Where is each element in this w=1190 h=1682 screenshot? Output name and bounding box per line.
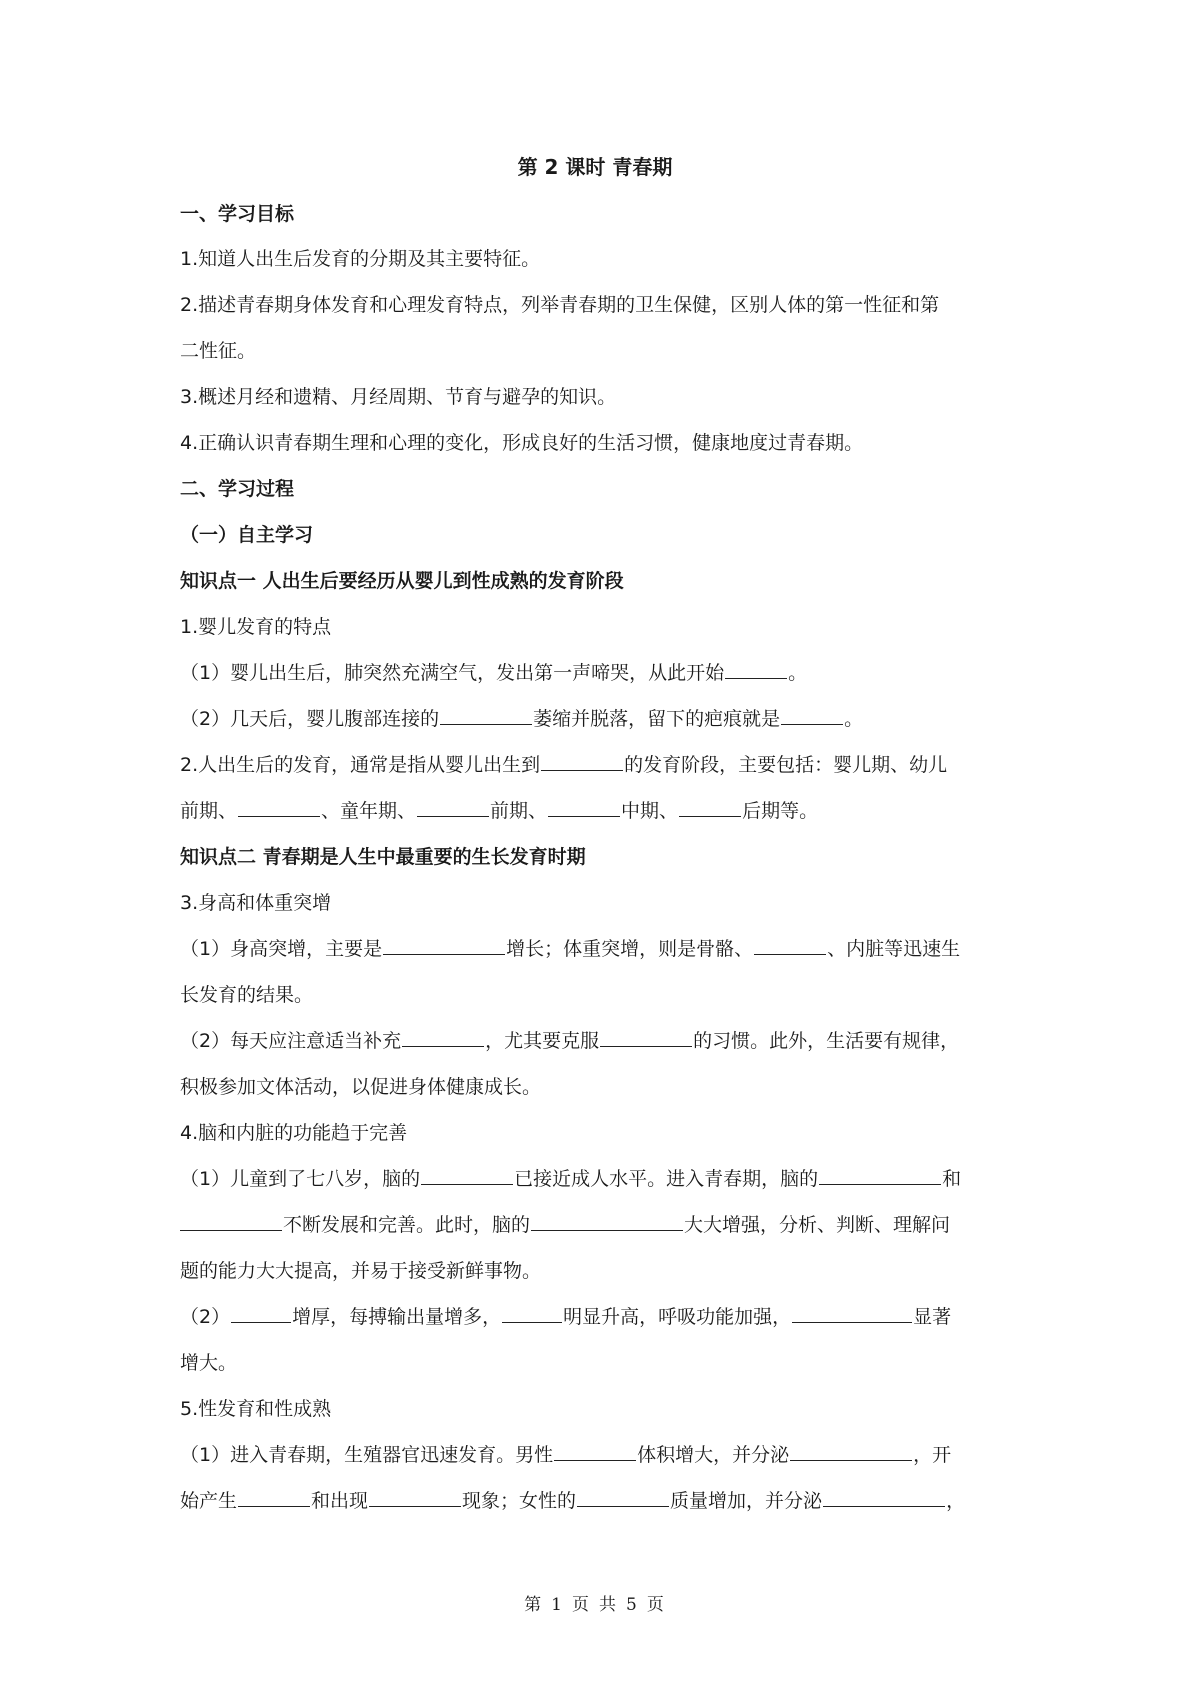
- answer-blank[interactable]: [754, 936, 826, 955]
- text: 2.人出生后的发育，通常是指从婴儿出生到: [180, 754, 541, 776]
- answer-blank[interactable]: [383, 936, 505, 955]
- answer-blank[interactable]: [421, 1166, 513, 1185]
- answer-blank[interactable]: [238, 798, 320, 817]
- answer-blank[interactable]: [502, 1304, 562, 1323]
- text: 增厚，每搏输出量增多，: [292, 1306, 502, 1328]
- answer-blank[interactable]: [600, 1028, 692, 1047]
- text: （1）进入青春期，生殖器官迅速发育。男性: [180, 1444, 554, 1466]
- text: 不断发展和完善。此时，脑的: [283, 1214, 531, 1236]
- answer-blank[interactable]: [577, 1488, 669, 1507]
- answer-blank[interactable]: [679, 798, 741, 817]
- goal-1: 1.知道人出生后发育的分期及其主要特征。: [180, 248, 541, 270]
- subsection-heading-self-study: （一）自主学习: [180, 524, 314, 546]
- page-footer: [0, 1590, 1190, 1615]
- text: 和: [942, 1168, 962, 1190]
- text: 质量增加，并分泌: [670, 1490, 823, 1512]
- text: 、内脏等迅速生: [827, 938, 961, 960]
- knowledge-point-2-heading: 知识点二 青春期是人生中最重要的生长发育时期: [180, 846, 586, 868]
- item-1-heading: 1.婴儿发育的特点: [180, 616, 332, 638]
- text: （1）婴儿出生后，肺突然充满空气，发出第一声啼哭，从此开始: [180, 662, 725, 684]
- answer-blank[interactable]: [231, 1304, 291, 1323]
- paragraph-line: 增大。: [180, 1352, 238, 1374]
- text: 萎缩并脱落，留下的疤痕就是: [533, 708, 781, 730]
- text: ，尤其要克服: [485, 1030, 600, 1052]
- fill-line: [180, 1028, 1010, 1054]
- text: 的发育阶段，主要包括：婴儿期、幼儿: [624, 754, 948, 776]
- text: 前期、: [180, 800, 238, 822]
- text: 大大增强，分析、判断、理解问: [684, 1214, 951, 1236]
- goal-2-line-2: 二性征。: [180, 340, 257, 362]
- answer-blank[interactable]: [790, 1442, 912, 1461]
- page-title: 第 2 课时 青春期: [517, 155, 673, 179]
- section-heading-goals: 一、学习目标: [180, 203, 295, 225]
- text: 现象；女性的: [462, 1490, 577, 1512]
- answer-blank[interactable]: [180, 1212, 282, 1231]
- text: （2）每天应注意适当补充: [180, 1030, 402, 1052]
- item-4-heading: 4.脑和内脏的功能趋于完善: [180, 1122, 408, 1144]
- fill-line: [180, 660, 1010, 686]
- fill-line: [180, 936, 1010, 962]
- fill-line: [180, 1488, 1010, 1514]
- text: 已接近成人水平。进入青春期，脑的: [514, 1168, 819, 1190]
- answer-blank[interactable]: [417, 798, 489, 817]
- knowledge-point-1-heading: 知识点一 人出生后要经历从婴儿到性成熟的发育阶段: [180, 570, 624, 592]
- answer-blank[interactable]: [440, 706, 532, 725]
- text: 和出现: [311, 1490, 369, 1512]
- goal-2-line-1: 2.描述青春期身体发育和心理发育特点，列举青春期的卫生保健，区别人体的第一性征和第: [180, 294, 940, 316]
- paragraph-line: 积极参加文体活动，以促进身体健康成长。: [180, 1076, 542, 1098]
- text: 。: [844, 708, 864, 730]
- answer-blank[interactable]: [369, 1488, 461, 1507]
- text: ，: [946, 1490, 966, 1512]
- goal-3: 3.概述月经和遗精、月经周期、节育与避孕的知识。: [180, 386, 617, 408]
- text: （1）身高突增，主要是: [180, 938, 383, 960]
- text: 的习惯。此外，生活要有规律，: [693, 1030, 960, 1052]
- text: （1）儿童到了七八岁，脑的: [180, 1168, 421, 1190]
- footer-text: 页: [572, 1595, 591, 1615]
- fill-line: [180, 1212, 1010, 1238]
- fill-line: [180, 1304, 1010, 1330]
- text: 增长；体重突增，则是骨骼、: [506, 938, 754, 960]
- paragraph-line: 题的能力大大提高，并易于接受新鲜事物。: [180, 1260, 542, 1282]
- answer-blank[interactable]: [554, 1442, 636, 1461]
- text: 前期、: [490, 800, 548, 822]
- answer-blank[interactable]: [238, 1488, 310, 1507]
- footer-text: 页: [646, 1595, 666, 1615]
- item-3-heading: 3.身高和体重突增: [180, 892, 332, 914]
- text: （2）: [180, 1306, 231, 1328]
- total-pages: 5: [626, 1595, 639, 1615]
- fill-line: [180, 706, 1010, 732]
- text: 后期等。: [742, 800, 819, 822]
- answer-blank[interactable]: [548, 798, 620, 817]
- text: 中期、: [621, 800, 679, 822]
- text: 、童年期、: [321, 800, 417, 822]
- fill-line: [180, 1166, 1010, 1192]
- goal-4: 4.正确认识青春期生理和心理的变化，形成良好的生活习惯，健康地度过青春期。: [180, 432, 864, 454]
- page-number: 1: [551, 1595, 564, 1615]
- footer-text: 共: [599, 1595, 618, 1615]
- answer-blank[interactable]: [823, 1488, 945, 1507]
- answer-blank[interactable]: [792, 1304, 912, 1323]
- text: 明显升高，呼吸功能加强，: [563, 1306, 792, 1328]
- answer-blank[interactable]: [819, 1166, 941, 1185]
- text: 始产生: [180, 1490, 238, 1512]
- section-heading-process: 二、学习过程: [180, 478, 295, 500]
- text: 体积增大，并分泌: [637, 1444, 790, 1466]
- answer-blank[interactable]: [781, 706, 843, 725]
- fill-line: [180, 1442, 1010, 1468]
- fill-line: [180, 752, 1010, 778]
- text: 显著: [913, 1306, 952, 1328]
- paragraph-line: 长发育的结果。: [180, 984, 314, 1006]
- text: ，开: [913, 1444, 952, 1466]
- answer-blank[interactable]: [541, 752, 623, 771]
- footer-text: 第: [524, 1595, 544, 1615]
- answer-blank[interactable]: [531, 1212, 683, 1231]
- answer-blank[interactable]: [402, 1028, 484, 1047]
- fill-line: [180, 798, 1010, 824]
- item-5-heading: 5.性发育和性成熟: [180, 1398, 332, 1420]
- text: （2）几天后，婴儿腹部连接的: [180, 708, 440, 730]
- text: 。: [788, 662, 808, 684]
- answer-blank[interactable]: [725, 660, 787, 679]
